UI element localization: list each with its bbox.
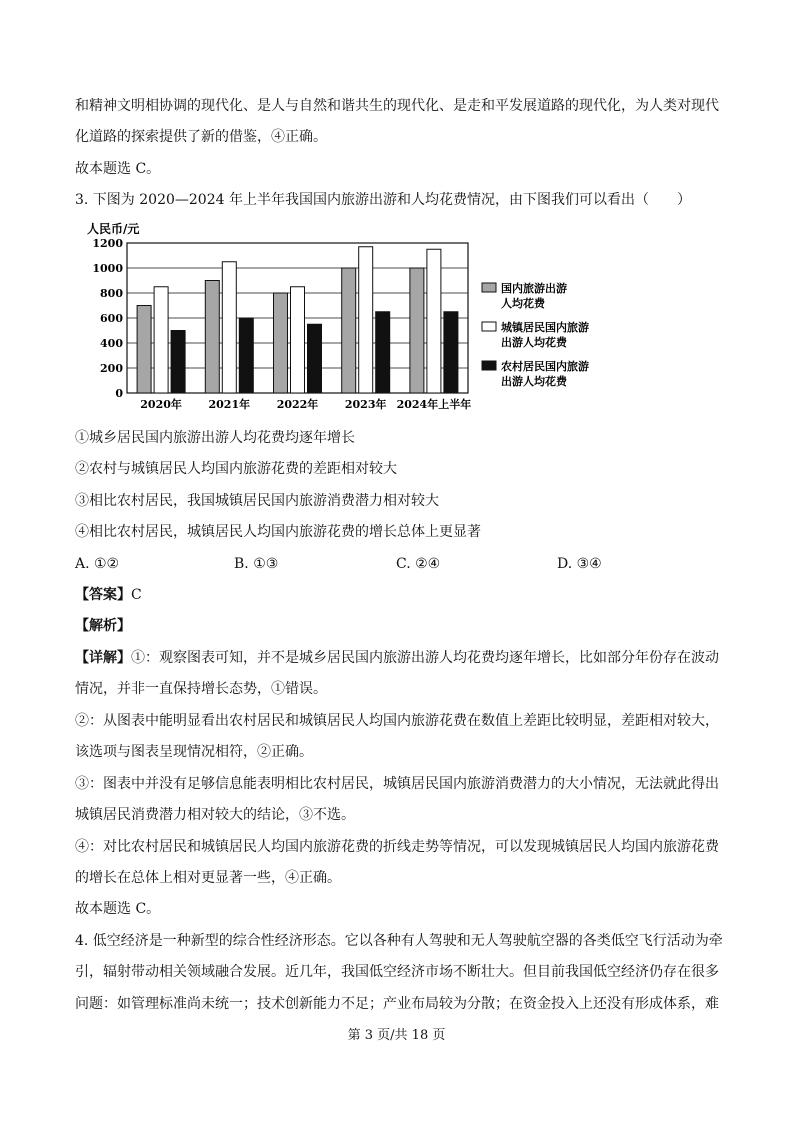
- legend-label: 国内旅游出游: [501, 282, 567, 295]
- legend-label: 出游人均花费: [501, 336, 567, 349]
- bar: [274, 293, 288, 393]
- legend-swatch: [482, 283, 496, 292]
- text-line: 故本题选 C。: [75, 161, 161, 177]
- y-tick-label: 400: [100, 337, 123, 350]
- detail-1a: [75, 649, 719, 667]
- y-axis-label: 人民币/元: [87, 222, 140, 236]
- answer-tag: 【答案】: [75, 587, 131, 603]
- question-4-line-1: 4. 低空经济是一种新型的综合性经济形态。它以各种有人驾驶和无人驾驶航空器的各类低空飞行活动为牵: [75, 933, 723, 949]
- travel-spending-bar-chart: [75, 215, 589, 415]
- text-line: 和精神文明相协调的现代化、是人与自然和谐共生的现代化、是走和平发展道路的现代化，为人类对现代: [75, 98, 719, 114]
- text-line: 化道路的探索提供了新的借鉴，④正确。: [75, 129, 327, 145]
- legend-label: 城镇居民国内旅游: [501, 321, 589, 334]
- y-tick-label: 0: [115, 387, 123, 400]
- answer-value: C: [131, 587, 142, 603]
- legend-label: 人均花费: [501, 297, 545, 310]
- bar: [222, 262, 236, 393]
- option-b: B. ①③: [234, 556, 279, 572]
- bar: [342, 268, 356, 393]
- bar: [444, 312, 458, 393]
- statement-2: ②农村与城镇居民人均国内旅游花费的差距相对较大: [75, 461, 397, 477]
- detail-4b: 的增长在总体上相对更显著一些，④正确。: [75, 870, 341, 886]
- statement-4: ④相比农村居民，城镇居民人均国内旅游花费的增长总体上更显著: [75, 524, 481, 540]
- bar: [427, 249, 441, 393]
- analysis-line: [75, 617, 131, 635]
- y-tick-label: 800: [100, 287, 123, 300]
- option-d: D. ③④: [557, 556, 602, 572]
- y-tick-label: 200: [100, 362, 123, 375]
- x-tick-label: 2023年: [344, 398, 387, 411]
- x-tick-label: 2022年: [276, 398, 319, 411]
- statement-1: ①城乡居民国内旅游出游人均花费均逐年增长: [75, 430, 355, 446]
- detail-3a: ③：图表中并没有足够信息能表明相比农村居民，城镇居民国内旅游消费潜力的大小情况，无法就此得出: [75, 776, 719, 792]
- detail-1b: 情况，并非一直保持增长态势，①错误。: [75, 681, 327, 697]
- bar: [171, 331, 185, 394]
- detail-2b: 该选项与图表呈现情况相符，②正确。: [75, 744, 313, 760]
- option-a: A. ①②: [75, 556, 120, 572]
- legend-swatch: [482, 322, 496, 331]
- page-footer: 第 3 页/共 18 页: [347, 1028, 446, 1043]
- detail-text: ①：观察图表可知，并不是城乡居民国内旅游出游人均花费均逐年增长，比如部分年份存在波动: [131, 650, 719, 666]
- detail-tag: 【详解】: [75, 650, 131, 666]
- y-tick-label: 1000: [92, 262, 123, 275]
- legend-swatch: [482, 361, 496, 370]
- answer-line: [75, 586, 142, 604]
- x-tick-label: 2020年: [140, 398, 182, 411]
- x-tick-label: 2024年上半年: [396, 398, 472, 411]
- detail-3b: 城镇居民消费潜力相对较大的结论，③不选。: [75, 807, 355, 823]
- detail-2a: ②：从图表中能明显看出农村居民和城镇居民人均国内旅游花费在数值上差距比较明显，差距相对较大，: [75, 713, 719, 729]
- option-c: C. ②④: [396, 556, 441, 572]
- bar: [154, 287, 168, 393]
- question-4-line-3: 问题：如管理标准尚未统一；技术创新能力不足；产业布局较为分散；在资金投入上还没有形成体系，难: [75, 996, 719, 1012]
- bar: [410, 268, 424, 393]
- question-4-line-2: 引，辐射带动相关领域融合发展。近几年，我国低空经济市场不断壮大。但目前我国低空经济仍存在很多: [75, 964, 719, 980]
- bar: [239, 318, 253, 393]
- bar: [137, 306, 151, 394]
- bar: [308, 324, 322, 393]
- analysis-tag: 【解析】: [75, 618, 131, 634]
- bar: [359, 247, 373, 393]
- question-3-stem: 3. 下图为 2020—2024 年上半年我国国内旅游出游和人均花费情况，由下图我们可以看出（ ）: [75, 192, 691, 208]
- statement-3: ③相比农村居民，我国城镇居民国内旅游消费潜力相对较大: [75, 493, 439, 509]
- bar: [205, 281, 219, 394]
- x-tick-label: 2021年: [208, 398, 251, 411]
- bar: [376, 312, 390, 393]
- legend-label: 农村居民国内旅游: [501, 360, 589, 373]
- legend-label: 出游人均花费: [501, 375, 567, 388]
- bar: [291, 287, 305, 393]
- y-tick-label: 600: [100, 312, 123, 325]
- detail-conclusion: 故本题选 C。: [75, 901, 161, 917]
- y-tick-label: 1200: [92, 237, 123, 250]
- detail-4a: ④：对比农村居民和城镇居民人均国内旅游花费的折线走势等情况，可以发现城镇居民人均国内旅游花费: [75, 839, 719, 855]
